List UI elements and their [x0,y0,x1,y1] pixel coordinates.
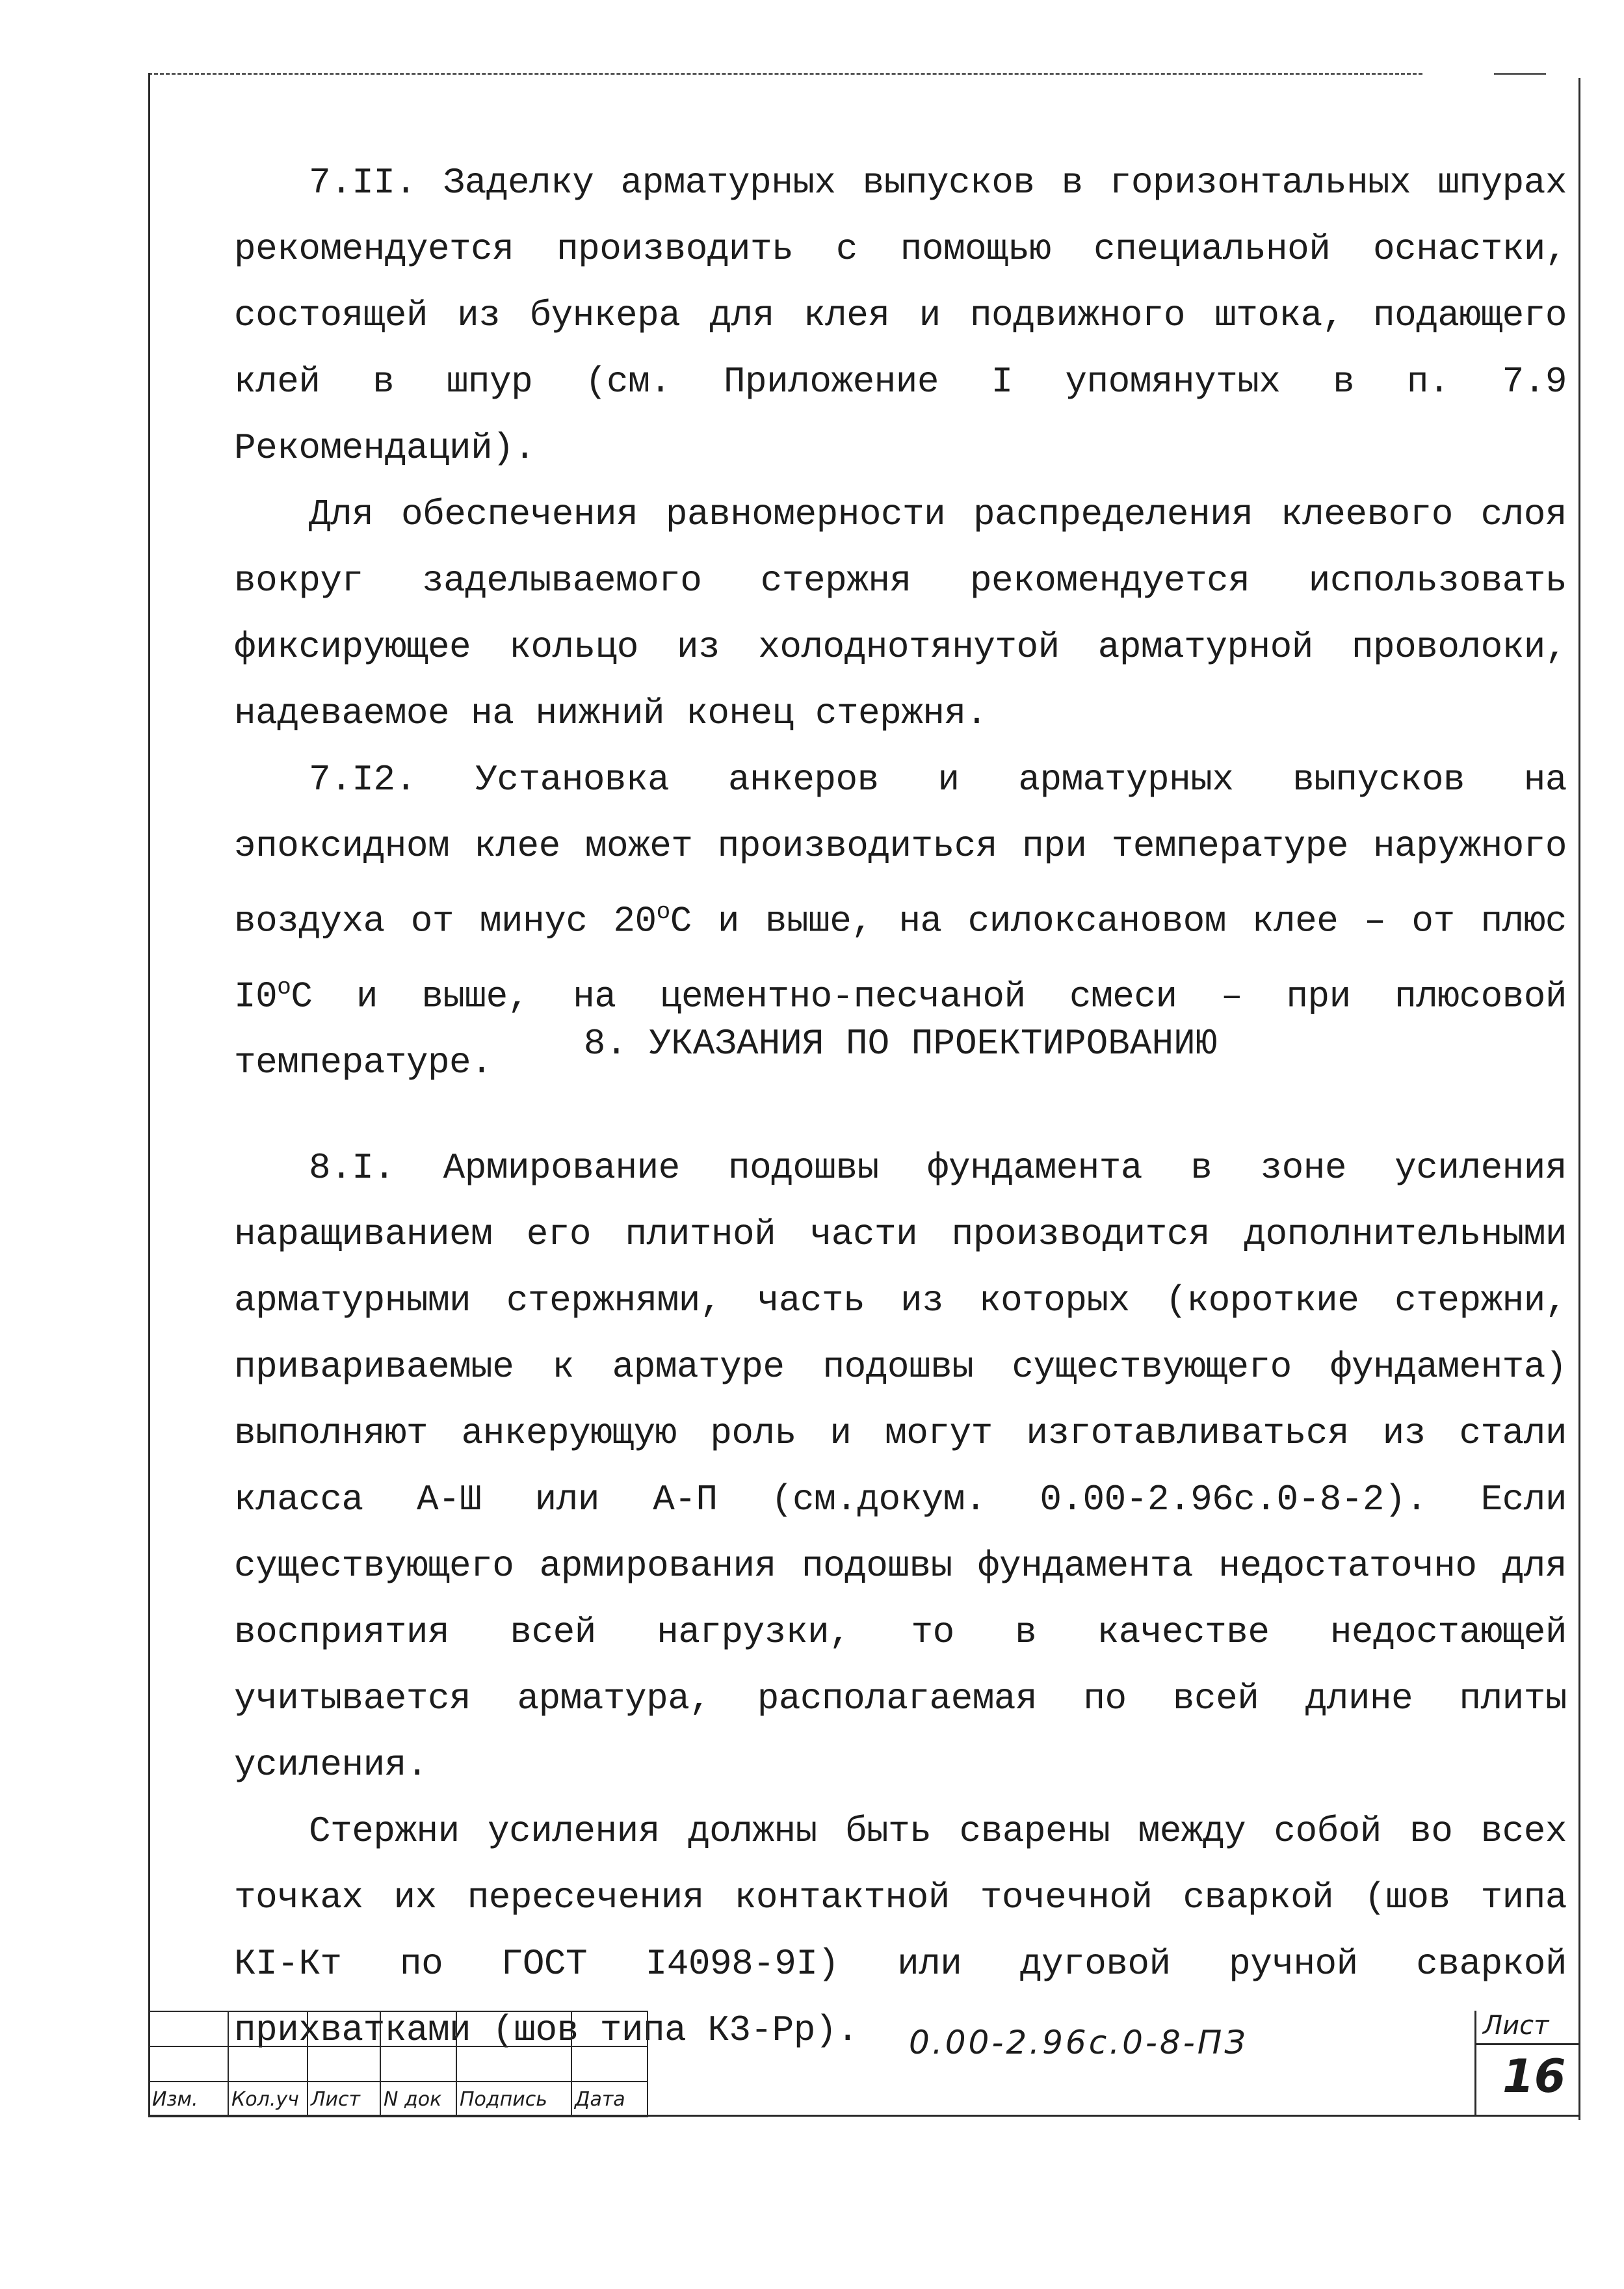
paragraph-7-11-fixing: Для обеспечения равномерности распределения клеевого слоя вокруг заделываемого стержня рекомендуется использовать фиксирующее кольцо из холоднотянутой арматурной проволоки, надеваемое на нижний конец стержня. [234,494,1567,734]
paragraph-7-12-part-b: С и выше, на силоксановом клее – от плюс I0 [234,900,1567,1018]
sheet-divider [1476,2043,1580,2045]
label-izm: Изм. [149,2082,228,2117]
section-8-heading: 8. УКАЗАНИЯ ПО ПРОЕКТИРОВАНИЮ [583,1023,1218,1065]
frame-left-border [148,73,150,2115]
frame-right-border [1578,78,1580,2120]
label-podpis: Подпись [456,2082,571,2117]
label-data: Дата [571,2082,648,2117]
degree-sign-2: o [277,973,291,1001]
paragraph-7-11: 7.II. Заделку арматурных выпусков в горизонтальных шпурах рекомендуется производить с помощью специальной оснастки, состоящей из бункера для клея и подвижного штока, подающего клей в шпур (см. Приложение I упомянутых в п. 7.9 Рекомендаций). [234,162,1567,469]
paragraph-7-12-part-c: С и выше, на цементно-песчаной смеси – при плюсовой температуре. [234,975,1567,1084]
label-list: Лист [308,2082,380,2117]
label-n-dok: N док [380,2082,456,2117]
section-8-text [234,1135,1567,2063]
section-7-text [234,150,1567,1096]
title-block [148,2011,1578,2117]
revision-table [148,2011,648,2117]
paragraph-7-12-part-a: 7.I2. Установка анкеров и арматурных выпусков на эпоксидном клее может производиться при температуре наружного воздуха от минус 20 [234,759,1567,942]
paragraph-8-1: 8.I. Армирование подошвы фундамента в зоне усиления наращиванием его плитной части производится дополнительными арматурными стержнями, часть из которых (короткие стержни, привариваемые к арматуре подошвы существующего фундамента) выполняют анкерующую роль и могут изготавливаться из стали класса А-Ш или А-П (см.докум. 0.00-2.96с.0-8-2). Если существующего армирования подошвы фундамента недостаточно для восприятия всей нагрузки, то в качестве недостающей учитывается арматура, располагаемая по всей длине плиты усиления. [234,1147,1567,1786]
document-code: 0.00-2.96с.0-8-ПЗ [909,2024,1248,2061]
sheet-label: Лист [1483,2011,1549,2041]
degree-sign-1: o [656,899,670,925]
label-kol-uch: Кол.уч [228,2082,308,2117]
sheet-number: 16 [1502,2050,1566,2103]
frame-top-border-right [1494,73,1546,75]
sheet-number-box [1474,2011,1580,2115]
frame-top-border [148,73,1422,75]
paragraph-8-1-welding: Стержни усиления должны быть сварены между собой во всех точках их пересечения контактной точечной сваркой (шов типа КI-Кт по ГОСТ I4098-9I) или дуговой ручной сваркой прихватками (шов типа К3-Рр). [234,1810,1567,2051]
